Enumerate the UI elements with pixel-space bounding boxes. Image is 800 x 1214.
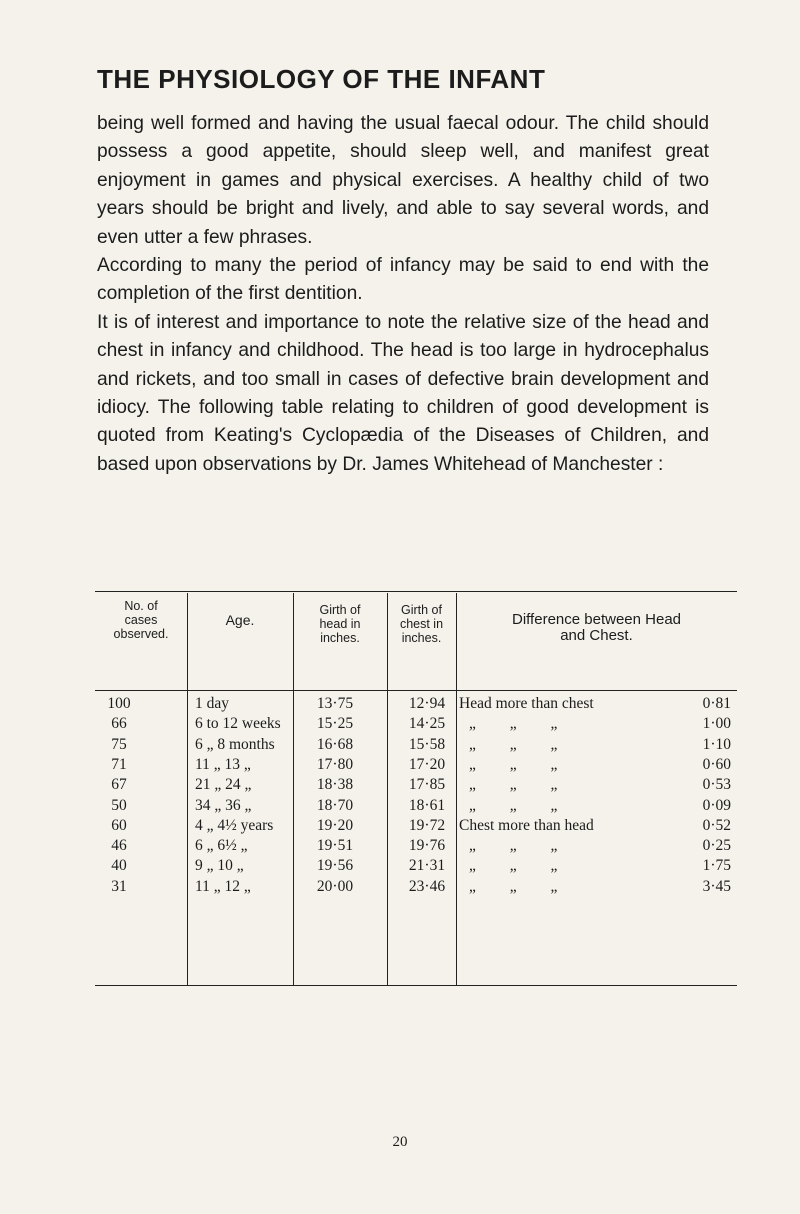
cell-cases: 46 [111,837,127,855]
page-number: 20 [392,1134,408,1150]
difference-label: „ „ „ [469,715,558,733]
table-row [95,816,737,836]
table-row [95,735,737,755]
table-row [95,755,737,775]
cell-cases: 66 [111,715,127,733]
cell-chest-girth: 17·20 [408,755,446,773]
difference-value: 1·10 [702,735,731,753]
difference-label: „ „ „ [469,837,558,855]
paragraph-2: According to many the period of infancy may be said to end with the completion of the first dentition. [97,255,709,305]
header-line: observed. [113,627,169,641]
difference-value: 1·75 [702,857,731,875]
header-line: inches. [320,631,360,645]
running-head: THE PHYSIOLOGY OF THE INFANT [97,64,546,94]
cell-age: 11 „ 12 „ [195,877,251,895]
cell-head-girth: 19·56 [316,857,354,875]
difference-value: 0·81 [702,695,731,712]
difference-label: „ „ „ [469,776,558,794]
header-line: cases [124,613,158,627]
body-text [97,110,709,479]
cell-chest-girth: 17·85 [408,776,446,794]
table-header-rule [95,690,737,691]
table-row [95,775,737,795]
paragraph-3-text: It is of interest and importance to note the relative size of the head and chest in infancy and childhood. The head is too large in hydrocephalus and rickets, and too small in cases of defective brain development and idiocy. The following table relating to children of good development is quoted from Keating's Cyclopædia of the Diseases of Children, and based upon observations by Dr. James Whitehead of Manchester : [97,311,709,475]
header-age [187,613,293,627]
cell-age: 9 „ 10 „ [195,857,244,875]
header-line: Age. [225,612,255,628]
difference-label: Head more than chest [459,695,594,712]
cell-chest-girth: 23·46 [408,877,446,895]
cell-age: 34 „ 36 „ [195,796,252,814]
header-difference [456,612,737,644]
cell-cases: 71 [111,755,127,773]
cell-chest-girth: 12·94 [408,695,446,712]
difference-value: 0·52 [702,816,731,834]
header-line: No. of [124,599,158,613]
table-row [95,877,737,897]
cell-head-girth: 18·70 [316,796,354,814]
difference-label: „ „ „ [469,735,558,753]
header-line: Difference between Head [512,611,681,628]
cell-age: 4 „ 4½ years [195,816,274,834]
cell-head-girth: 17·80 [316,755,354,773]
cell-age: 1 day [195,695,230,712]
table-row [95,694,737,714]
cell-age: 6 „ 8 months [195,735,275,753]
difference-value: 0·53 [702,776,731,794]
cell-cases: 75 [111,735,127,753]
cell-cases: 31 [111,877,127,895]
cell-head-girth: 15·25 [316,715,354,733]
cell-head-girth: 16·68 [316,735,354,753]
cell-cases: 50 [111,796,127,814]
cell-age: 11 „ 13 „ [195,755,251,773]
difference-label: „ „ „ [469,877,558,895]
difference-value: 0·60 [702,755,731,773]
cell-head-girth: 19·51 [316,837,354,855]
header-line: Girth of [401,603,442,617]
header-line: and Chest. [560,627,633,644]
header-head [293,603,387,645]
cell-chest-girth: 19·76 [408,837,446,855]
difference-value: 0·25 [702,837,731,855]
cell-cases: 60 [111,816,127,834]
cell-cases: 67 [111,776,127,794]
header-line: chest in [399,617,444,631]
cell-head-girth: 20·00 [316,877,354,895]
difference-label: Chest more than head [459,816,594,834]
cell-cases: 40 [111,857,127,875]
header-cases [95,599,187,641]
table-row [95,796,737,816]
difference-label: „ „ „ [469,796,558,814]
table-row [95,856,737,876]
paragraph-3 [97,309,709,479]
paragraph-1: being well formed and having the usual faecal odour. The child should possess a good appetite, should sleep well, and manifest great enjoyment in games and physical exercises. A healthy child of two years should be bright and lively, and able to say several words, and even utter a few phrases. [97,113,709,248]
cell-head-girth: 13·75 [316,695,354,712]
header-line: Girth of [319,603,361,617]
cell-chest-girth: 19·72 [408,816,446,834]
cell-chest-girth: 14·25 [408,715,446,733]
header-line: inches. [401,631,442,645]
cell-head-girth: 18·38 [316,776,354,794]
cell-age: 21 „ 24 „ [195,776,252,794]
cell-chest-girth: 18·61 [408,796,446,814]
cell-head-girth: 19·20 [316,816,354,834]
cell-chest-girth: 15·58 [408,735,446,753]
cell-age: 6 „ 6½ „ [195,837,248,855]
header-chest [387,603,456,645]
difference-value: 0·09 [702,796,731,814]
cell-chest-girth: 21·31 [408,857,446,875]
header-line: head in [319,617,361,631]
difference-label: „ „ „ [469,857,558,875]
table-top-rule [95,591,737,592]
table-row [95,714,737,734]
difference-label: „ „ „ [469,755,558,773]
table-bottom-rule [95,985,737,986]
difference-value: 1·00 [702,715,731,733]
difference-value: 3·45 [702,877,731,895]
table-row [95,836,737,856]
cell-cases: 100 [107,695,131,712]
cell-age: 6 to 12 weeks [195,715,281,733]
